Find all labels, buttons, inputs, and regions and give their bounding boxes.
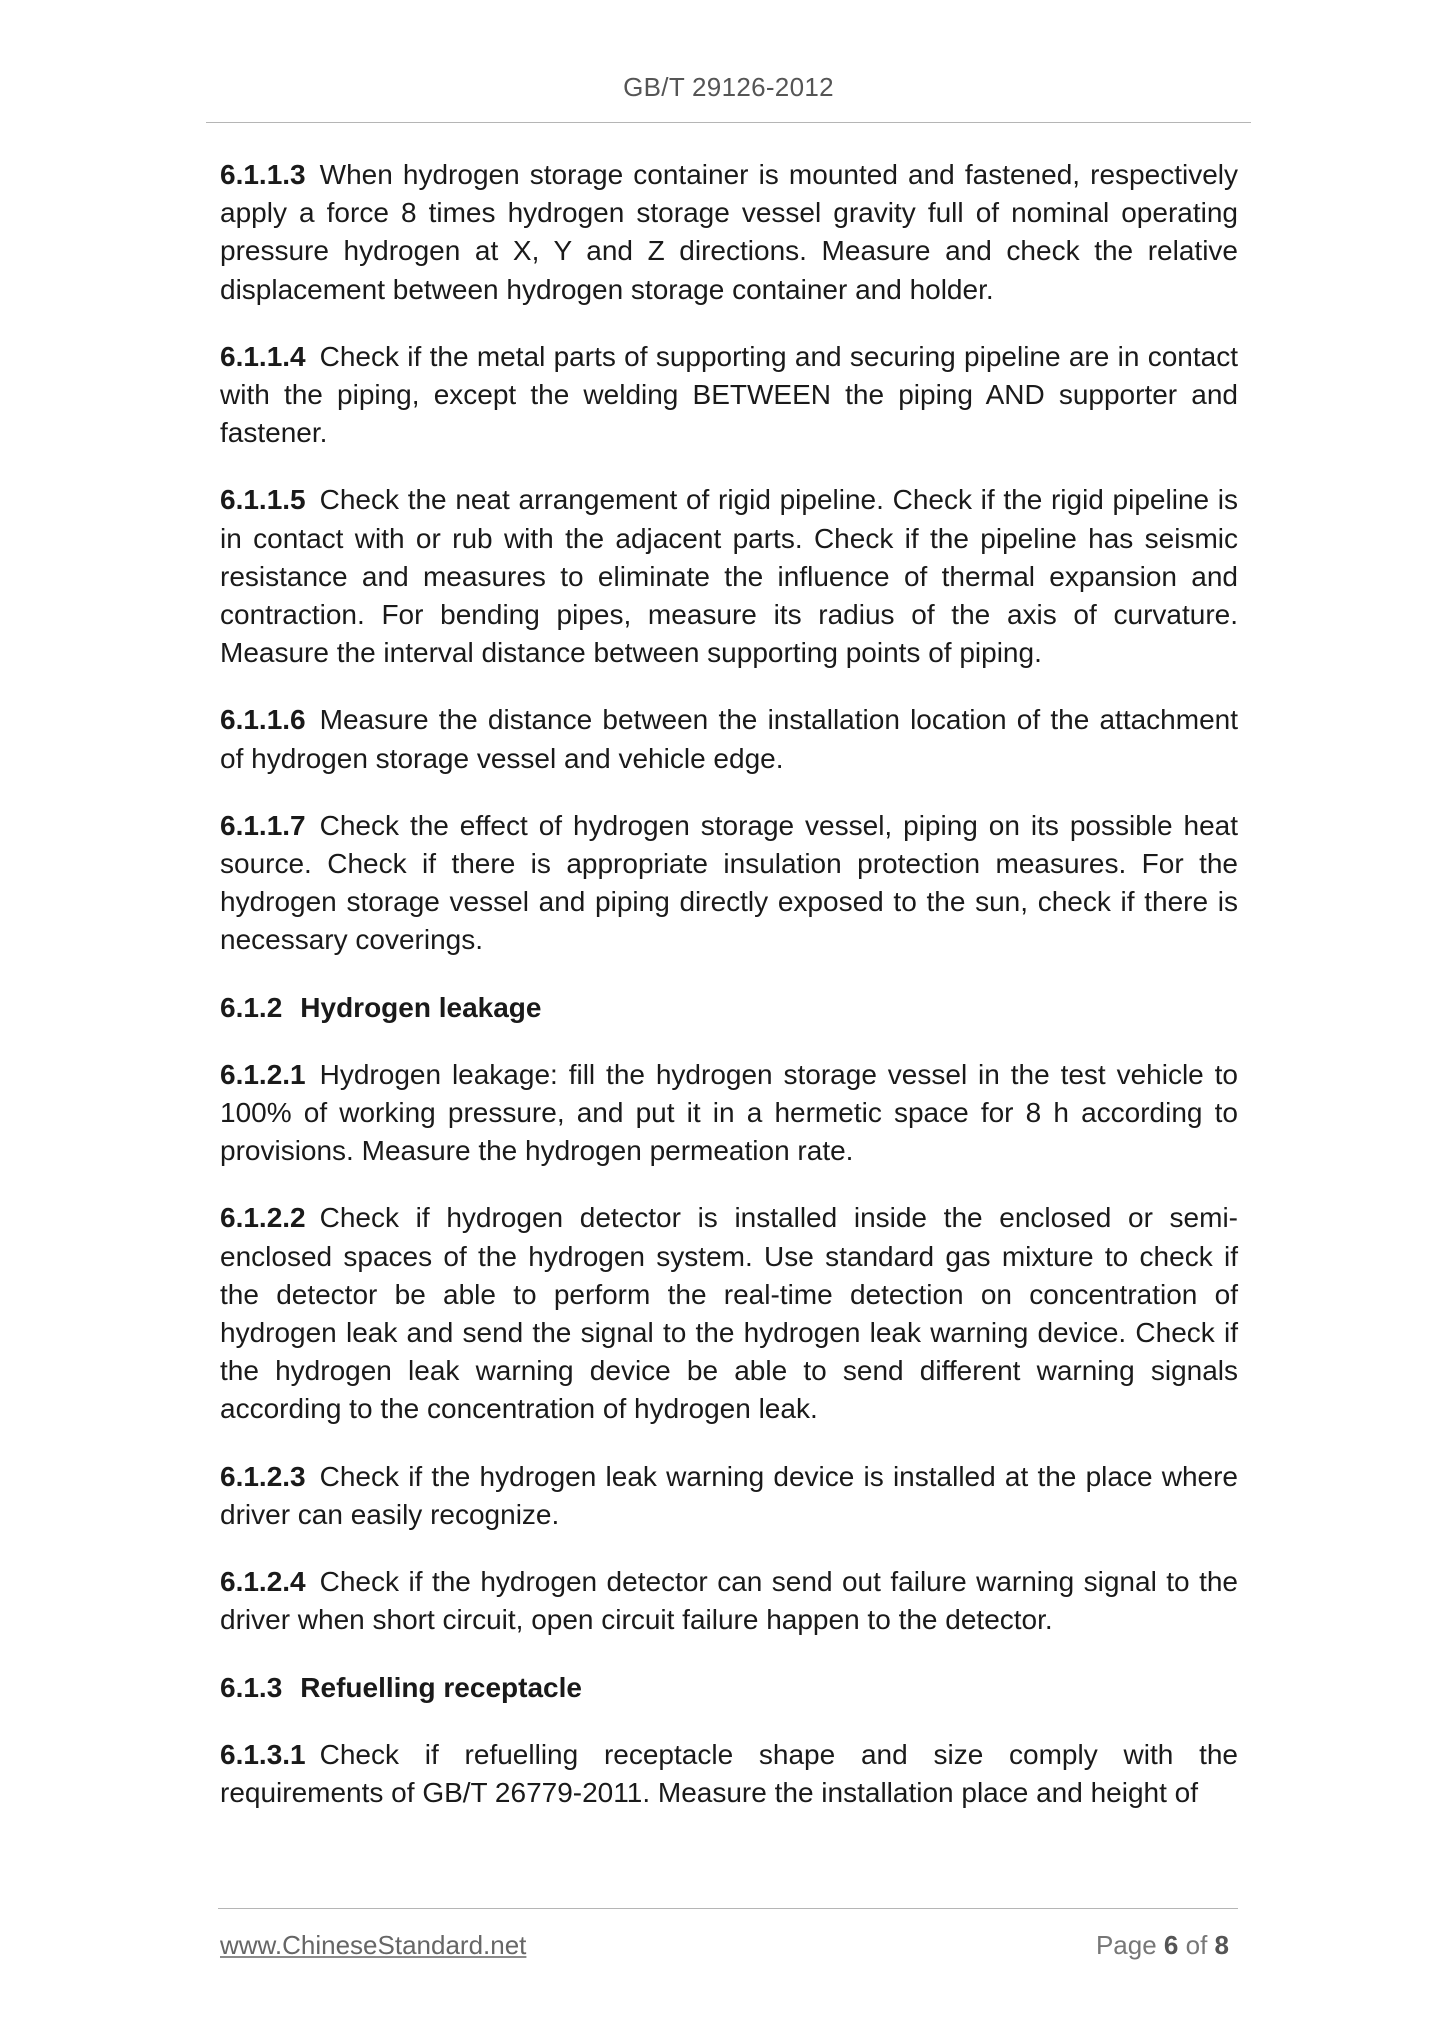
clause-text: Check the effect of hydrogen storage vessel, piping on its possible heat source. Check if there is appropriate insulation protection measures. For the hydrogen storage vessel and piping directly exposed to the sun, check if there is necessary coverings.	[220, 809, 1238, 956]
clause-number: 6.1.3.1	[220, 1738, 306, 1770]
section-number: 6.1.2	[220, 991, 283, 1023]
section-heading-6-1-3	[220, 1669, 1238, 1707]
clause-text: Hydrogen leakage: fill the hydrogen storage vessel in the test vehicle to 100% of working pressure, and put it in a hermetic space for 8 h according to provisions. Measure the hydrogen permeation rate.	[220, 1058, 1238, 1167]
section-heading-6-1-2	[220, 989, 1238, 1027]
clause-text: When hydrogen storage container is mounted and fastened, respectively apply a force 8 times hydrogen storage vessel gravity full of nominal operating pressure hydrogen at X, Y and Z directions. Measure and check the relative displacement between hydrogen storage container and holder.	[220, 159, 1238, 305]
page-current: 6	[1163, 1930, 1179, 1960]
document-header: GB/T 29126-2012	[623, 72, 834, 102]
section-number: 6.1.3	[220, 1671, 283, 1703]
page-indicator	[1096, 1930, 1229, 1961]
page-total: 8	[1214, 1930, 1229, 1960]
clause-number: 6.1.2.3	[220, 1460, 306, 1492]
clause-number: 6.1.1.3	[220, 159, 306, 190]
clause-number: 6.1.2.4	[220, 1566, 306, 1598]
clause-text: Check if hydrogen detector is installed inside the enclosed or semi-enclosed spaces of the hydrogen system. Use standard gas mixture to check if the detector be able to perform the real-time detection on concentration of hydrogen leak and send the signal to the hydrogen leak warning device. Check if the hydrogen leak warning device be able to send different warning signals according to the concentration of hydrogen leak.	[220, 1202, 1238, 1425]
clause-number: 6.1.1.7	[220, 809, 306, 841]
footer-divider	[218, 1908, 1238, 1909]
clause-text: Check the neat arrangement of rigid pipeline. Check if the rigid pipeline is in contact with or rub with the adjacent parts. Check if the pipeline has seismic resistance and measures to eliminate the influence of thermal expansion and contraction. For bending pipes, measure its radius of the axis of curvature. Measure the interval distance between supporting points of piping.	[220, 484, 1238, 669]
clause-number: 6.1.1.4	[220, 340, 306, 372]
website-link[interactable]: www.ChineseStandard.net	[220, 1930, 527, 1960]
clause-number: 6.1.1.6	[220, 704, 306, 736]
document-body	[220, 156, 1238, 1841]
section-title: Refuelling receptacle	[300, 1671, 582, 1703]
clause-6-1-2-1	[220, 1056, 1238, 1171]
header-divider	[206, 122, 1251, 123]
clause-6-1-1-5	[220, 481, 1238, 672]
clause-6-1-1-6	[220, 701, 1238, 777]
clause-number: 6.1.1.5	[220, 484, 306, 516]
clause-6-1-3-1	[220, 1736, 1238, 1812]
clause-text: Check if refuelling receptacle shape and size comply with the requirements of GB/T 26779-2011. Measure the installation place and height of	[220, 1738, 1238, 1808]
clause-text: Measure the distance between the installation location of the attachment of hydrogen storage vessel and vehicle edge.	[220, 704, 1238, 774]
clause-number: 6.1.2.2	[220, 1202, 306, 1234]
clause-number: 6.1.2.1	[220, 1058, 306, 1090]
clause-text: Check if the hydrogen leak warning device is installed at the place where driver can easily recognize.	[220, 1460, 1238, 1530]
clause-6-1-2-3	[220, 1458, 1238, 1534]
clause-6-1-1-3	[220, 156, 1238, 309]
clause-6-1-1-7	[220, 807, 1238, 960]
page-of: of	[1185, 1930, 1208, 1960]
clause-6-1-2-4	[220, 1563, 1238, 1639]
clause-6-1-1-4	[220, 338, 1238, 453]
section-title: Hydrogen leakage	[300, 991, 542, 1023]
clause-6-1-2-2	[220, 1199, 1238, 1428]
clause-text: Check if the hydrogen detector can send out failure warning signal to the driver when short circuit, open circuit failure happen to the detector.	[220, 1566, 1238, 1636]
page-label: Page	[1095, 1930, 1157, 1960]
clause-text: Check if the metal parts of supporting and securing pipeline are in contact with the piping, except the welding BETWEEN the piping AND supporter and fastener.	[220, 340, 1238, 449]
